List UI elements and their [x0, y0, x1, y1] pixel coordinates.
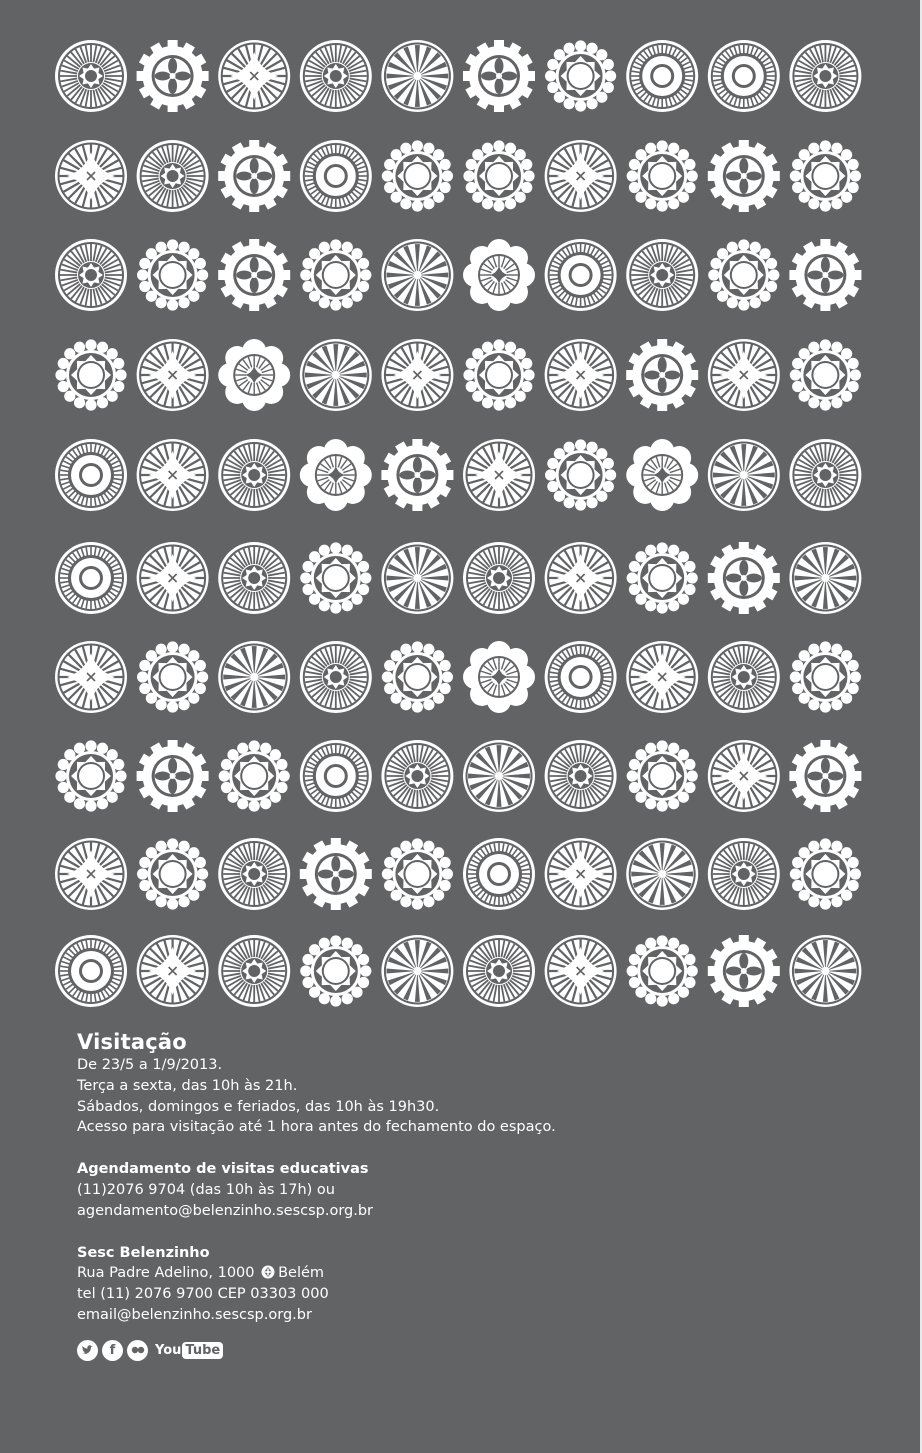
rosette-flower	[463, 239, 535, 311]
rosette-burst	[708, 439, 780, 511]
rosette-ring	[55, 439, 127, 511]
rosette-dots	[55, 740, 126, 811]
rosette-sun	[789, 40, 861, 112]
rosette-star4	[137, 339, 209, 411]
rosette-star4	[545, 339, 617, 411]
rosette-burst	[381, 40, 453, 112]
rosette-ring	[55, 542, 127, 614]
rosette-gear	[789, 740, 861, 812]
rosette-star4	[55, 838, 127, 910]
rosette-burst	[381, 239, 453, 311]
rosette-flower	[218, 339, 290, 411]
rosette-ring	[708, 40, 780, 112]
visitacao-weekdays: Terça a sexta, das 10h às 21h.	[77, 1077, 298, 1094]
rosette-dots	[137, 838, 208, 909]
agendamento-title: Agendamento de visitas educativas	[77, 1161, 369, 1178]
rosette-ring	[626, 40, 698, 112]
rosette-sun	[381, 740, 453, 812]
rosette-sun	[463, 542, 535, 614]
rosette-dots	[627, 140, 698, 211]
rosette-burst	[789, 935, 861, 1007]
rosette-sun	[626, 239, 698, 311]
rosette-dots	[708, 239, 779, 310]
youtube-icon[interactable]	[155, 1342, 223, 1359]
rosette-star4	[55, 140, 127, 212]
rosette-star4	[708, 339, 780, 411]
rosette-ring	[300, 740, 372, 812]
sesc-phone: tel (11) 2076 9700 CEP 03303 000	[77, 1286, 329, 1303]
rosette-sun	[789, 439, 861, 511]
rosette-dots	[55, 339, 126, 410]
rosette-dots	[300, 239, 371, 310]
sesc-station: Belém	[278, 1265, 325, 1282]
rosette-gear	[626, 339, 698, 411]
rosette-dots	[463, 140, 534, 211]
rosette-ring	[300, 140, 372, 212]
rosette-dots	[219, 740, 290, 811]
rosette-dots	[137, 239, 208, 310]
rosette-star4	[381, 339, 453, 411]
flickr-icon[interactable]	[127, 1340, 148, 1361]
youtube-you: You	[155, 1342, 182, 1358]
rosette-star4	[545, 935, 617, 1007]
rosette-flower	[626, 439, 698, 511]
rosette-dots	[545, 40, 616, 111]
rosette-ring	[545, 239, 617, 311]
rosette-gear	[708, 140, 780, 212]
rosette-burst	[300, 339, 372, 411]
rosette-dots	[137, 641, 208, 712]
rosette-gear	[789, 239, 861, 311]
rosette-ring	[463, 838, 535, 910]
rosette-flower	[300, 439, 372, 511]
rosette-sun	[300, 641, 372, 713]
rosette-dots	[545, 439, 616, 510]
rosette-dots	[382, 140, 453, 211]
rosette-star4	[708, 740, 780, 812]
twitter-icon[interactable]	[77, 1340, 98, 1361]
visitacao-weekends: Sábados, domingos e feriados, das 10h às 19h30.	[77, 1098, 440, 1115]
visitacao-dates: De 23/5 a 1/9/2013.	[77, 1057, 223, 1073]
rosette-burst	[381, 542, 453, 614]
youtube-tube: Tube	[182, 1342, 223, 1359]
rosette-gear	[463, 40, 535, 112]
rosette-gear	[381, 439, 453, 511]
rosette-sun	[218, 838, 290, 910]
rosette-dots	[790, 641, 861, 712]
rosette-sun	[55, 239, 127, 311]
agendamento-phone: (11)2076 9704 (das 10h às 17h) ou	[77, 1181, 335, 1198]
rosette-ring	[55, 935, 127, 1007]
rosette-star4	[545, 542, 617, 614]
info-block	[77, 1029, 777, 1361]
rosette-dots	[627, 740, 698, 811]
rosette-sun	[300, 40, 372, 112]
sesc-email[interactable]: email@belenzinho.sescsp.org.br	[77, 1306, 312, 1323]
sesc-address-line	[77, 1263, 777, 1284]
agendamento-email[interactable]: agendamento@belenzinho.sescsp.org.br	[77, 1202, 374, 1219]
visitacao-title: Visitação	[77, 1030, 187, 1054]
rosette-flower	[463, 641, 535, 713]
rosette-dots	[790, 140, 861, 211]
rosette-gear	[137, 40, 209, 112]
rosette-sun	[218, 935, 290, 1007]
rosette-sun	[708, 641, 780, 713]
rosette-star4	[545, 838, 617, 910]
facebook-icon[interactable]: f	[102, 1340, 123, 1361]
rosette-dots	[627, 935, 698, 1006]
rosette-gear	[218, 239, 290, 311]
metro-icon	[261, 1265, 275, 1279]
rosette-sun	[545, 740, 617, 812]
rosette-gear	[708, 935, 780, 1007]
rosette-sun	[137, 140, 209, 212]
rosette-gear	[300, 838, 372, 910]
rosette-ring	[545, 641, 617, 713]
rosette-dots	[463, 339, 534, 410]
rosette-star4	[137, 542, 209, 614]
rosette-gear	[137, 740, 209, 812]
rosette-star4	[137, 935, 209, 1007]
rosette-star4	[463, 439, 535, 511]
visitacao-access: Acesso para visitação até 1 hora antes do fechamento do espaço.	[77, 1119, 556, 1136]
rosette-burst	[381, 935, 453, 1007]
sesc-title: Sesc Belenzinho	[77, 1244, 210, 1261]
sesc-address: Rua Padre Adelino, 1000	[77, 1265, 255, 1282]
rosette-star4	[218, 40, 290, 112]
rosette-star4	[137, 439, 209, 511]
rosette-burst	[463, 740, 535, 812]
rosette-sun	[218, 542, 290, 614]
rosette-dots	[300, 542, 371, 613]
rosette-sun	[218, 439, 290, 511]
rosette-burst	[626, 838, 698, 910]
rosette-star4	[626, 641, 698, 713]
rosette-gear	[708, 542, 780, 614]
rosette-sun	[463, 935, 535, 1007]
rosette-dots	[627, 542, 698, 613]
rosette-dots	[382, 838, 453, 909]
rosette-dots	[790, 339, 861, 410]
social-icons	[77, 1340, 777, 1361]
rosette-sun	[708, 838, 780, 910]
rosette-star4	[545, 140, 617, 212]
rosette-sun	[55, 40, 127, 112]
rosette-dots	[382, 641, 453, 712]
rosette-star4	[55, 641, 127, 713]
rosette-dots	[300, 935, 371, 1006]
rosette-dots	[790, 838, 861, 909]
rosette-gear	[218, 140, 290, 212]
rosette-burst	[218, 641, 290, 713]
rosette-burst	[789, 542, 861, 614]
